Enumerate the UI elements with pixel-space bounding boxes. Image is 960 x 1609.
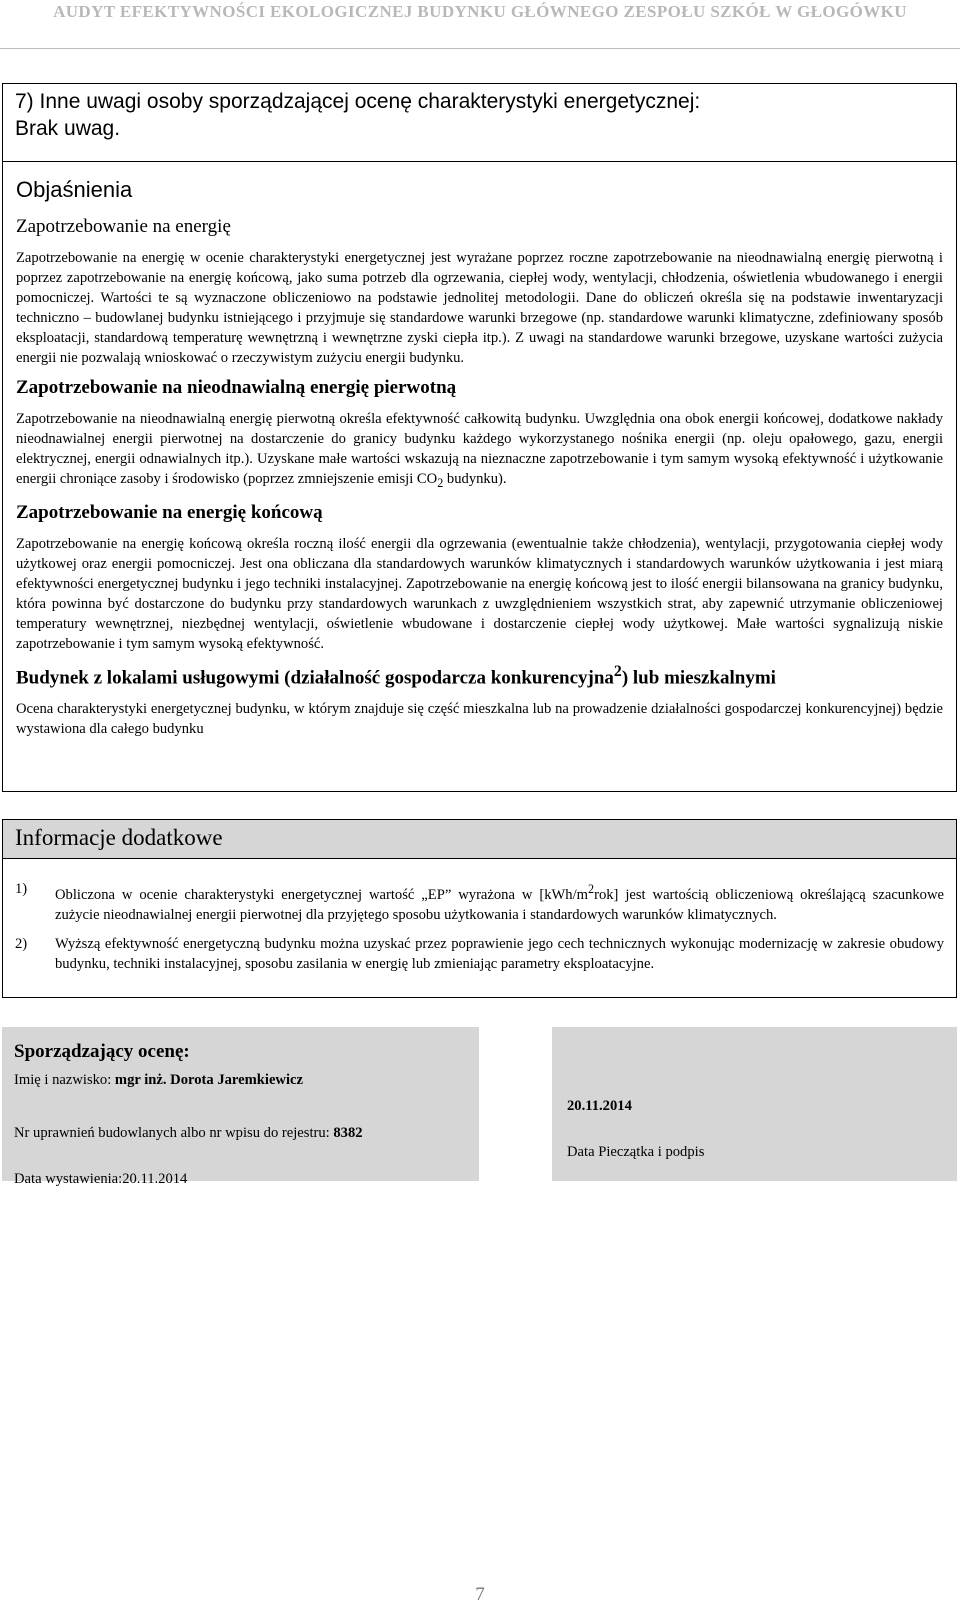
mixed-use-heading-text: Budynek z lokalami usługowymi (działalność gospodarcza konkurencyjna [16, 667, 614, 689]
info-item-text-start: Obliczona w ocenie charakterystyki energetycznej wartość „EP” wyrażona w [kWh/m [55, 886, 588, 903]
info-item-number: 2) [15, 935, 28, 952]
primary-energy-text: Zapotrzebowanie na nieodnawialną energię pierwotną określa efektywność całkowitą budynku. Uwzględnia ona obok energii końcowej, dodatkowe nakłady nieodnawialnej energii pierwotnej na dostarczenie do granicy budynku każdego wykorzystanego nośnika energii (np. oleju opałowego, gazu, energii elektrycznej, energii odnawialnych itp.). Uzyskane małe wartości wskazują na nieznaczne zapotrzebowanie i tym samym wysoką efektywność i użytkowanie energii chroniące zasoby i środowisko (poprzez zmniejszenie emisji CO [16, 411, 943, 487]
additional-info-box [2, 859, 957, 998]
section-text-mixed-use: Ocena charakterystyki energetycznej budynku, w którym znajduje się część mieszkalna lub na prowadzenie działalności gospodarczej konkurencyjnej) będzie wystawiona dla całego budynku [16, 701, 943, 738]
remarks-value: Brak uwag. [15, 117, 121, 140]
header-title: AUDYT EFEKTYWNOŚCI EKOLOGICZNEJ BUDYNKU GŁÓWNEGO ZESPOŁU SZKÓŁ W GŁOGÓWKU [53, 2, 907, 21]
primary-energy-text-end: budynku). [443, 471, 507, 487]
preparer-license-label: Nr uprawnień budowlanych albo nr wpisu do rejestru: [14, 1125, 334, 1141]
section-heading-final-energy: Zapotrzebowanie na energię końcową [16, 501, 323, 523]
stamp-box [552, 1027, 957, 1181]
section-text-primary-energy [16, 409, 943, 493]
info-item-number: 1) [15, 881, 28, 897]
preparer-name-label: Imię i nazwisko: [14, 1072, 115, 1088]
info-item-text: Wyższą efektywność energetyczną budynku można uzyskać przez poprawienie jego cech technicznych wykonując modernizację w zakresie obudowy budynku, techniki instalacyjnej, sposobu zasilania w energię lub zmieniając parametry eksploatacyjne. [55, 935, 944, 972]
preparer-license-value: 8382 [333, 1125, 363, 1141]
section-heading-mixed-use [16, 663, 943, 689]
preparer-name-value: mgr inż. Dorota Jaremkiewicz [114, 1072, 303, 1088]
preparer-box [2, 1027, 479, 1187]
co2-subscript: 2 [437, 475, 444, 490]
explanations-box [2, 162, 957, 792]
info-item-text [55, 879, 944, 925]
explanations-title: Objaśnienia [16, 177, 133, 202]
preparer-title: Sporządzający ocenę: [14, 1041, 190, 1062]
header-divider [0, 48, 960, 49]
section-text-energy-demand: Zapotrzebowanie na energię w ocenie charakterystyki energetycznej jest wyrażane poprzez roczne zapotrzebowanie na nieodnawialną energię pierwotną i poprzez zapotrzebowanie na energię końcową, jako suma potrzeb dla ogrzewania, ciepłej wody, wentylacji, chłodzenia, oświetlenia wbudowanego i energii pomocniczej. Wartości te są wyznaczone obliczeniowo na podstawie jednolitej metodologii. Dane do obliczeń określa się na podstawie inwentaryzacji techniczno – budowlanej budynku istniejącego i przyjmuje się standardowe warunki brzegowe (np. standardowe warunki klimatyczne, zdefiniowany sposób eksploatacji, standardową temperaturę wewnętrzną i wewnętrzne zyski ciepła itp.). Z uwagi na standardowe warunki brzegowe, uzyskane wartości zużycia energii nie pozwalają wnioskować o rzeczywistym zużyciu energii budynku. [16, 250, 943, 366]
section-heading-energy-demand: Zapotrzebowanie na energię [16, 216, 231, 237]
stamp-date: 20.11.2014 [567, 1098, 632, 1114]
additional-info-title: Informacje dodatkowe [2, 819, 957, 859]
preparer-license-line [14, 1124, 467, 1142]
info-item [15, 879, 944, 925]
info-item-text-end: rok] jest wartością obliczeniową określającą szacunkowe zużycie nieodnawialnej energii pierwotnej dla przyjętego sposobu użytkowania i standardowych warunków klimatycznych. [55, 886, 945, 923]
mixed-use-heading-end: ) lub mieszkalnymi [621, 667, 776, 689]
preparer-issue-date: Data wystawienia:20.11.2014 [14, 1171, 188, 1187]
remarks-label: 7) Inne uwagi osoby sporządzającej ocenę charakterystyki energetycznej: [15, 90, 701, 113]
page-number: 7 [475, 1584, 485, 1605]
remarks-box [2, 83, 957, 162]
section-text-final-energy: Zapotrzebowanie na energię końcową określa roczną ilość energii dla ogrzewania (ewentualnie także chłodzenia), wentylacji, przygotowania ciepłej wody użytkowej oraz energii pomocniczej. Jest ona obliczana dla standardowych warunków klimatycznych i standardowych warunków użytkowania i jest miarą efektywności energetycznej budynku i jego techniki instalacyjnej. Zapotrzebowanie na energię końcową jest to ilość energii bilansowana na granicy budynku, która powinna być dostarczone do budynku przy standardowych warunkach z uwzględnieniem wszystkich strat, aby zapewnić utrzymanie obliczeniowej temperatury wewnętrznej, niezbędnej wentylacji, oświetlenie wbudowane i dostarczenie ciepłej wody użytkowej. Małe wartości sygnalizują niskie zapotrzebowanie i tym samym wysoką efektywność. [16, 535, 943, 652]
stamp-label: Data Pieczątka i podpis [567, 1144, 705, 1160]
mixed-use-superscript: 2 [613, 662, 622, 680]
info-item [15, 934, 944, 974]
section-heading-primary-energy: Zapotrzebowanie na nieodnawialną energię pierwotną [16, 377, 457, 398]
preparer-name-line [14, 1071, 467, 1089]
document-header [0, 0, 960, 51]
m2-superscript: 2 [588, 882, 595, 896]
